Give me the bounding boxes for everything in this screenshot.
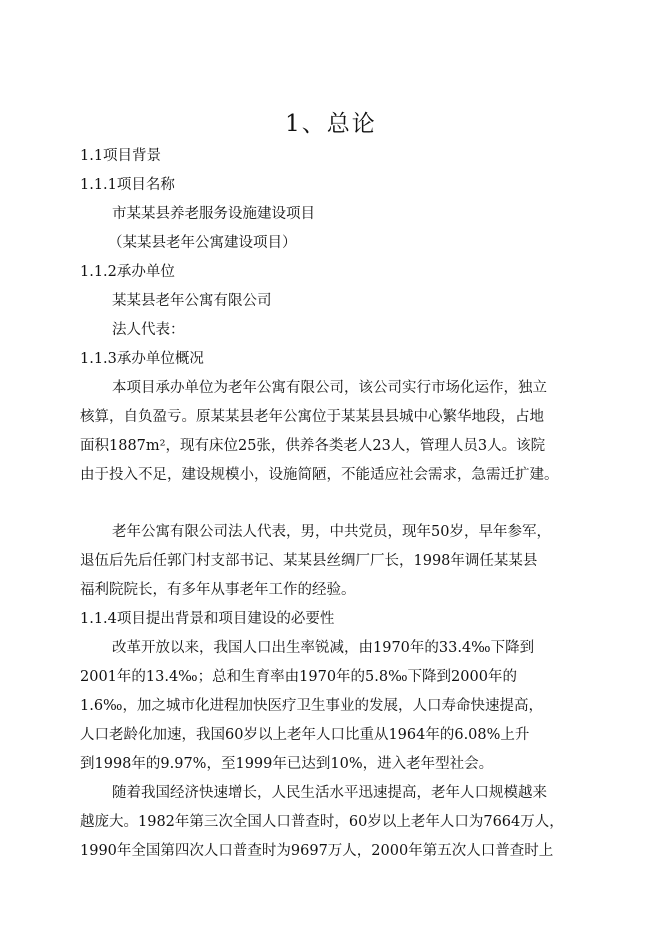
paragraph-line: 本项目承办单位为老年公寓有限公司，该公司实行市场化运作，独立	[112, 380, 547, 396]
paragraph-line: 越庞大。1982年第三次全国人口普查时，60岁以上老年人口为7664万人，	[80, 814, 564, 830]
paragraph-line: 福利院院长，有多年从事老年工作的经验。	[80, 582, 356, 598]
project-name: 市某某县养老服务设施建设项目	[112, 206, 315, 222]
paragraph-line: 2001年的13.4‰；总和生育率由1970年的5.8‰下降到2000年的	[80, 669, 517, 685]
section-heading-1-1-4: 1.1.4项目提出背景和项目建设的必要性	[80, 611, 335, 627]
paragraph-line: 人口老龄化加速，我国60岁以上老年人口比重从1964年的6.08%上升	[80, 727, 530, 743]
paragraph-line: 老年公寓有限公司法人代表，男，中共党员，现年50岁，早年参军，	[112, 524, 551, 540]
paragraph-line: 由于投入不足，建设规模小，设施简陋，不能适应社会需求，急需迁扩建。	[80, 467, 559, 483]
paragraph-line: 随着我国经济快速增长，人民生活水平迅速提高，老年人口规模越来	[112, 785, 547, 801]
section-heading-1-1-1: 1.1.1项目名称	[80, 177, 175, 193]
section-heading-1-1-2: 1.1.2承办单位	[80, 264, 175, 280]
section-heading-1-1: 1.1项目背景	[80, 148, 162, 164]
paragraph-line: 改革开放以来，我国人口出生率锐减，由1970年的33.4‰下降到	[112, 640, 535, 656]
project-subname: （某某县老年公寓建设项目）	[108, 235, 297, 251]
paragraph-line: 面积1887m²，现有床位25张，供养各类老人23人，管理人员3人。该院	[80, 438, 546, 454]
legal-representative-label: 法人代表：	[112, 322, 185, 338]
chapter-title: 1、总论	[285, 111, 377, 137]
paragraph-line: 核算，自负盈亏。原某某县老年公寓位于某某县县城中心繁华地段，占地	[80, 409, 544, 425]
paragraph-line: 到1998年的9.97%，至1999年已达到10%，进入老年型社会。	[80, 756, 494, 772]
paragraph-line: 退伍后先后任郭门村支部书记、某某县丝绸厂厂长，1998年调任某某县	[80, 553, 538, 569]
unit-name: 某某县老年公寓有限公司	[112, 293, 272, 309]
paragraph-line: 1990年全国第四次人口普查时为9697万人，2000年第五次人口普查时上	[80, 843, 554, 859]
paragraph-line: 1.6‰，加之城市化进程加快医疗卫生事业的发展，人口寿命快速提高，	[80, 698, 544, 714]
section-heading-1-1-3: 1.1.3承办单位概况	[80, 351, 204, 367]
